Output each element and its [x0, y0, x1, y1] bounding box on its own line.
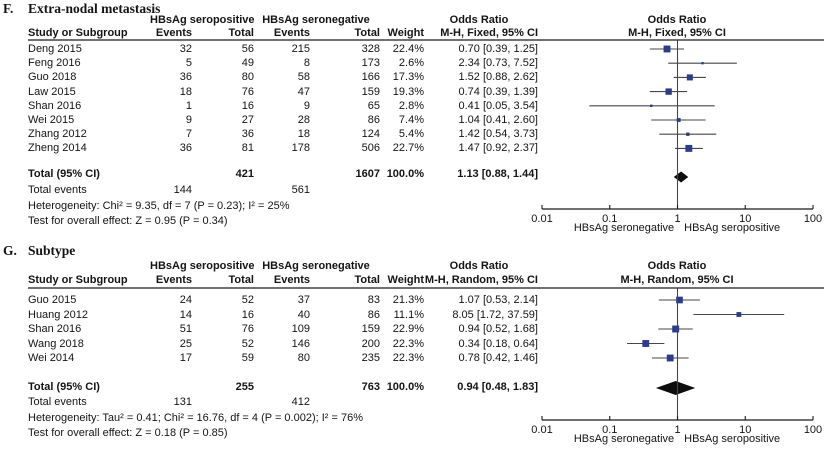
cell-events-seropositive: 7: [185, 128, 192, 140]
study-row: [0, 128, 824, 140]
cell-total-seropositive: 16: [241, 100, 254, 112]
odds-ratio-header-table: Odds Ratio: [449, 14, 509, 26]
column-header-events1: Events: [155, 27, 192, 39]
cell-odds-ratio-ci: 1.04 [0.41, 2.60]: [458, 114, 538, 126]
study-row: [0, 309, 824, 321]
study-row: [0, 57, 824, 69]
cell-odds-ratio-ci: 0.94 [0.52, 1.68]: [458, 323, 538, 335]
cell-study-name: Guo 2015: [28, 294, 77, 306]
cell-weight: 19.3%: [392, 86, 424, 98]
axis-tick-label: 100: [803, 424, 823, 436]
heterogeneity-note: Heterogeneity: Chi² = 9.35, df = 7 (P = 0.23); I² = 25%: [28, 200, 290, 212]
study-row: [0, 352, 824, 364]
cell-events-seronegative: 37: [297, 294, 310, 306]
panel-title-text: Extra-nodal metastasis: [28, 1, 161, 16]
cell-events-seronegative: 109: [291, 323, 310, 335]
cell-total-seronegative: 159: [361, 323, 380, 335]
cell-total-seronegative: 166: [361, 71, 380, 83]
axis-tick-label: 100: [803, 213, 823, 225]
study-row: [0, 114, 824, 126]
cell-total-seropositive: 36: [241, 128, 254, 140]
cell-total-seronegative: 763: [361, 381, 380, 393]
overall-effect-note: Test for overall effect: Z = 0.18 (P = 0.85): [28, 427, 228, 439]
cell-total-seropositive: 52: [241, 338, 254, 350]
cell-total-seronegative: 86: [367, 114, 380, 126]
cell-events-seropositive: 14: [179, 309, 192, 321]
cell-weight: 17.3%: [392, 71, 424, 83]
heterogeneity-note: Heterogeneity: Tau² = 0.41; Chi² = 16.76, df = 4 (P = 0.002); I² = 76%: [28, 412, 363, 424]
cell-weight: 100.0%: [386, 168, 424, 180]
cell-events-seronegative: 58: [297, 71, 310, 83]
cell-total-seronegative: 200: [361, 338, 380, 350]
panel-letter: F.: [3, 1, 14, 16]
study-row: [0, 43, 824, 55]
cell-events-seronegative: 40: [297, 309, 310, 321]
cell-total-seronegative: 159: [361, 86, 380, 98]
panel-subtype: [0, 242, 824, 451]
cell-odds-ratio-ci: 1.52 [0.88, 2.62]: [458, 71, 538, 83]
cell-study-name: Law 2015: [28, 86, 76, 98]
cell-weight: 11.1%: [393, 309, 424, 321]
cell-total-seropositive: 81: [241, 142, 254, 154]
cell-study-name: Deng 2015: [28, 43, 82, 55]
cell-study-name: Zheng 2014: [28, 142, 87, 154]
axis-right-label: HBsAg seropositive: [684, 433, 781, 445]
cell-events-seronegative: 28: [297, 114, 310, 126]
column-header-events2: Events: [273, 27, 310, 39]
cell-odds-ratio-ci: 0.74 [0.39, 1.39]: [458, 86, 538, 98]
cell-events-seronegative: 9: [303, 100, 310, 112]
column-header-events1: Events: [155, 274, 192, 286]
cell-events-seronegative: 8: [303, 57, 310, 69]
cell-weight: 2.8%: [398, 100, 424, 112]
cell-study-name: Shan 2016: [28, 100, 82, 112]
cell-odds-ratio-ci: 0.70 [0.39, 1.25]: [458, 43, 538, 55]
odds-ratio-header-table: Odds Ratio: [449, 260, 509, 272]
cell-total-seronegative: 173: [361, 57, 380, 69]
cell-total-seropositive: 49: [241, 57, 254, 69]
cell-weight: 22.4%: [392, 43, 424, 55]
axis-tick-label: 0.1: [602, 213, 618, 225]
cell-total-seronegative: 65: [367, 100, 380, 112]
total-events-row: [0, 396, 824, 408]
cell-total-seronegative: 124: [361, 128, 380, 140]
column-header-events2: Events: [273, 274, 310, 286]
study-row: [0, 142, 824, 154]
cell-total-seronegative: 86: [367, 309, 380, 321]
cell-odds-ratio-ci: 2.34 [0.73, 7.52]: [458, 57, 538, 69]
study-row: [0, 100, 824, 112]
column-header-study: Study or Subgroup: [28, 27, 128, 39]
cell-events-seropositive: 24: [179, 294, 192, 306]
study-row: [0, 323, 824, 335]
cell-events-seropositive: 9: [185, 114, 192, 126]
axis-caption: [530, 433, 824, 445]
cell-total-events-seronegative: 561: [291, 184, 310, 196]
total-row: [0, 168, 824, 180]
plot-method-header: M-H, Random, 95% CI: [620, 274, 734, 286]
cell-odds-ratio-ci: 1.47 [0.92, 2.37]: [458, 142, 538, 154]
cell-total-seropositive: 59: [241, 352, 254, 364]
cell-total-seropositive: 421: [235, 168, 254, 180]
cell-events-seropositive: 1: [185, 100, 192, 112]
cell-total-seropositive: 56: [241, 43, 254, 55]
cell-total-seropositive: 80: [241, 71, 254, 83]
column-header-weight: Weight: [387, 274, 424, 286]
column-header-weight: Weight: [387, 27, 424, 39]
group-header-seropositive: HBsAg seropositive: [150, 260, 255, 272]
cell-total-seronegative: 506: [361, 142, 380, 154]
odds-ratio-header-plot: Odds Ratio: [647, 14, 707, 26]
total-events-row: [0, 184, 824, 196]
cell-total-seropositive: 76: [241, 86, 254, 98]
cell-odds-ratio-ci: 0.34 [0.18, 0.64]: [458, 338, 538, 350]
cell-events-seronegative: 178: [291, 142, 310, 154]
axis-right-label: HBsAg seropositive: [684, 222, 781, 234]
axis-tick-label: 1: [674, 213, 681, 225]
axis-tick-label: 0.01: [531, 213, 553, 225]
cell-total-seropositive: 27: [241, 114, 254, 126]
cell-total-seropositive: 16: [241, 309, 254, 321]
cell-events-seropositive: 36: [179, 71, 192, 83]
cell-events-seropositive: 51: [179, 323, 192, 335]
cell-weight: 21.3%: [392, 294, 424, 306]
cell-total-events-seropositive: 144: [173, 184, 192, 196]
cell-total-events-label: Total events: [28, 396, 87, 408]
odds-ratio-header-plot: Odds Ratio: [647, 260, 707, 272]
cell-events-seronegative: 18: [297, 128, 310, 140]
cell-total-events-seropositive: 131: [173, 396, 192, 408]
axis-tick-label: 10: [739, 424, 752, 436]
cell-odds-ratio-ci: 0.94 [0.48, 1.83]: [457, 381, 538, 393]
cell-weight: 2.6%: [398, 57, 424, 69]
cell-study-name: Shan 2016: [28, 323, 82, 335]
cell-total-events-label: Total events: [28, 184, 87, 196]
cell-odds-ratio-ci: 8.05 [1.72, 37.59]: [452, 309, 538, 321]
column-header-study: Study or Subgroup: [28, 274, 128, 286]
cell-total-label: Total (95% CI): [28, 168, 100, 180]
cell-events-seropositive: 25: [179, 338, 192, 350]
cell-study-name: Zhang 2012: [28, 128, 87, 140]
axis-caption: [530, 222, 824, 234]
study-row: [0, 71, 824, 83]
cell-total-label: Total (95% CI): [28, 381, 100, 393]
study-row: [0, 86, 824, 98]
cell-study-name: Feng 2016: [28, 57, 81, 69]
axis-left-label: HBsAg seronegative: [573, 222, 675, 234]
cell-odds-ratio-ci: 1.07 [0.53, 2.14]: [458, 294, 538, 306]
cell-total-seronegative: 1607: [355, 168, 380, 180]
group-header-seropositive: HBsAg seropositive: [150, 14, 255, 26]
cell-odds-ratio-ci: 1.13 [0.88, 1.44]: [457, 168, 538, 180]
overall-effect-note: Test for overall effect: Z = 0.95 (P = 0.34): [28, 215, 228, 227]
column-header-total2: Total: [354, 27, 380, 39]
cell-events-seropositive: 32: [179, 43, 192, 55]
panel-title: [3, 1, 160, 17]
cell-odds-ratio-ci: 0.41 [0.05, 3.54]: [458, 100, 538, 112]
cell-weight: 22.7%: [392, 142, 424, 154]
cell-events-seropositive: 36: [179, 142, 192, 154]
panel-letter: G.: [3, 243, 17, 258]
group-header-seronegative: HBsAg seronegative: [262, 14, 370, 26]
cell-total-events-seronegative: 412: [291, 396, 310, 408]
cell-study-name: Wei 2015: [28, 114, 75, 126]
column-header-total1: Total: [228, 274, 254, 286]
cell-odds-ratio-ci: 1.42 [0.54, 3.73]: [458, 128, 538, 140]
panel-title-text: Subtype: [28, 243, 76, 258]
cell-weight: 5.4%: [398, 128, 424, 140]
cell-total-seropositive: 52: [241, 294, 254, 306]
cell-total-seropositive: 255: [235, 381, 254, 393]
cell-study-name: Wei 2014: [28, 352, 75, 364]
study-row: [0, 338, 824, 350]
cell-events-seronegative: 80: [297, 352, 310, 364]
cell-total-seronegative: 328: [361, 43, 380, 55]
cell-weight: 22.3%: [392, 338, 424, 350]
study-row: [0, 294, 824, 306]
cell-study-name: Wang 2018: [28, 338, 84, 350]
cell-events-seropositive: 17: [179, 352, 192, 364]
axis-tick-label: 10: [739, 213, 752, 225]
cell-weight: 22.3%: [392, 352, 424, 364]
cell-events-seropositive: 5: [185, 57, 192, 69]
cell-total-seropositive: 76: [241, 323, 254, 335]
column-header-total2: Total: [354, 274, 380, 286]
cell-events-seronegative: 47: [297, 86, 310, 98]
cell-events-seropositive: 18: [179, 86, 192, 98]
cell-events-seronegative: 146: [291, 338, 310, 350]
axis-tick-label: 0.1: [602, 424, 618, 436]
axis-left-label: HBsAg seronegative: [573, 433, 675, 445]
cell-study-name: Guo 2018: [28, 71, 77, 83]
plot-method-header: M-H, Fixed, 95% CI: [628, 27, 726, 39]
cell-total-seronegative: 235: [361, 352, 380, 364]
axis-tick-label: 0.01: [531, 424, 553, 436]
column-header-method: M-H, Fixed, 95% CI: [440, 27, 538, 39]
cell-events-seronegative: 215: [291, 43, 310, 55]
cell-study-name: Huang 2012: [28, 309, 88, 321]
cell-total-seronegative: 83: [367, 294, 380, 306]
column-header-total1: Total: [228, 27, 254, 39]
panel-title: [3, 243, 75, 259]
cell-weight: 7.4%: [398, 114, 424, 126]
cell-weight: 100.0%: [386, 381, 424, 393]
cell-odds-ratio-ci: 0.78 [0.42, 1.46]: [458, 352, 538, 364]
axis-tick-label: 1: [674, 424, 681, 436]
column-header-method: M-H, Random, 95% CI: [424, 274, 538, 286]
group-header-seronegative: HBsAg seronegative: [262, 260, 370, 272]
cell-weight: 22.9%: [392, 323, 424, 335]
total-row: [0, 381, 824, 393]
